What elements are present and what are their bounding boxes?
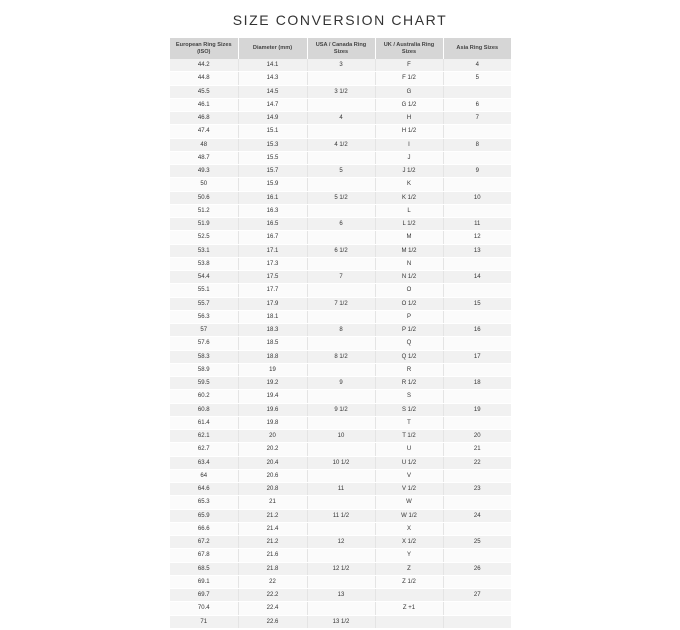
cell-uk-australia-size: P 1/2 [375, 324, 443, 337]
cell-usa-canada-size [307, 469, 375, 482]
cell-european-size: 55.7 [170, 297, 238, 310]
cell-diameter: 18.5 [238, 337, 307, 350]
cell-usa-canada-size: 4 1/2 [307, 138, 375, 151]
table-row [170, 271, 511, 284]
table-row [170, 363, 511, 376]
table-row [170, 218, 511, 231]
table-row [170, 231, 511, 244]
cell-asia-size [443, 363, 511, 376]
cell-asia-size: 5 [443, 72, 511, 85]
cell-diameter: 19.6 [238, 403, 307, 416]
cell-european-size: 53.1 [170, 244, 238, 257]
cell-usa-canada-size: 7 [307, 271, 375, 284]
table-row [170, 403, 511, 416]
cell-uk-australia-size: F 1/2 [375, 72, 443, 85]
cell-european-size: 47.4 [170, 125, 238, 138]
cell-diameter: 17.7 [238, 284, 307, 297]
cell-uk-australia-size: R 1/2 [375, 377, 443, 390]
table-row [170, 562, 511, 575]
cell-usa-canada-size [307, 416, 375, 429]
table-row [170, 456, 511, 469]
cell-diameter: 17.9 [238, 297, 307, 310]
table-row [170, 284, 511, 297]
cell-uk-australia-size: S 1/2 [375, 403, 443, 416]
cell-diameter: 22.4 [238, 602, 307, 615]
cell-usa-canada-size [307, 363, 375, 376]
cell-uk-australia-size: S [375, 390, 443, 403]
cell-uk-australia-size: J 1/2 [375, 165, 443, 178]
table-row [170, 324, 511, 337]
cell-usa-canada-size: 7 1/2 [307, 297, 375, 310]
cell-diameter: 14.7 [238, 98, 307, 111]
cell-usa-canada-size: 4 [307, 112, 375, 125]
table-row [170, 310, 511, 323]
cell-uk-australia-size: V 1/2 [375, 483, 443, 496]
cell-asia-size: 14 [443, 271, 511, 284]
cell-usa-canada-size [307, 390, 375, 403]
table-row [170, 204, 511, 217]
header-usa-canada-size: USA / Canada Ring Sizes [307, 38, 375, 59]
cell-usa-canada-size: 6 1/2 [307, 244, 375, 257]
cell-european-size: 70.4 [170, 602, 238, 615]
cell-uk-australia-size: O 1/2 [375, 297, 443, 310]
cell-diameter: 15.1 [238, 125, 307, 138]
header-uk-australia-size: UK / Australia Ring Sizes [375, 38, 443, 59]
cell-uk-australia-size: V [375, 469, 443, 482]
cell-european-size: 54.4 [170, 271, 238, 284]
cell-asia-size [443, 284, 511, 297]
cell-european-size: 57 [170, 324, 238, 337]
cell-european-size: 59.5 [170, 377, 238, 390]
cell-usa-canada-size [307, 151, 375, 164]
cell-usa-canada-size [307, 125, 375, 138]
cell-uk-australia-size: Y [375, 549, 443, 562]
cell-diameter: 15.3 [238, 138, 307, 151]
table-row [170, 138, 511, 151]
cell-asia-size [443, 178, 511, 191]
cell-diameter: 22 [238, 575, 307, 588]
cell-european-size: 50 [170, 178, 238, 191]
cell-uk-australia-size: M 1/2 [375, 244, 443, 257]
cell-usa-canada-size [307, 575, 375, 588]
cell-diameter: 16.1 [238, 191, 307, 204]
chart-title: SIZE CONVERSION CHART [232, 12, 448, 28]
cell-diameter: 17.5 [238, 271, 307, 284]
table-row [170, 575, 511, 588]
cell-diameter: 15.5 [238, 151, 307, 164]
table-row [170, 549, 511, 562]
cell-diameter: 14.1 [238, 59, 307, 72]
cell-usa-canada-size [307, 602, 375, 615]
cell-diameter: 15.9 [238, 178, 307, 191]
cell-uk-australia-size: Q [375, 337, 443, 350]
cell-european-size: 66.6 [170, 522, 238, 535]
cell-usa-canada-size [307, 178, 375, 191]
cell-european-size: 69.1 [170, 575, 238, 588]
cell-uk-australia-size: H [375, 112, 443, 125]
cell-diameter: 19 [238, 363, 307, 376]
cell-asia-size [443, 549, 511, 562]
table-row [170, 178, 511, 191]
cell-asia-size [443, 390, 511, 403]
cell-usa-canada-size: 5 1/2 [307, 191, 375, 204]
cell-european-size: 71 [170, 615, 238, 628]
cell-asia-size: 22 [443, 456, 511, 469]
cell-diameter: 18.8 [238, 350, 307, 363]
cell-uk-australia-size: H 1/2 [375, 125, 443, 138]
cell-usa-canada-size: 10 [307, 430, 375, 443]
cell-asia-size [443, 257, 511, 270]
cell-asia-size: 4 [443, 59, 511, 72]
cell-diameter: 16.7 [238, 231, 307, 244]
cell-usa-canada-size: 8 [307, 324, 375, 337]
cell-diameter: 14.3 [238, 72, 307, 85]
cell-uk-australia-size: L 1/2 [375, 218, 443, 231]
table-row [170, 390, 511, 403]
cell-asia-size: 11 [443, 218, 511, 231]
cell-uk-australia-size [375, 589, 443, 602]
cell-usa-canada-size [307, 522, 375, 535]
header-diameter: Diameter (mm) [238, 38, 307, 59]
cell-diameter: 22.2 [238, 589, 307, 602]
cell-diameter: 16.3 [238, 204, 307, 217]
cell-uk-australia-size: Q 1/2 [375, 350, 443, 363]
cell-diameter: 17.3 [238, 257, 307, 270]
table-row [170, 483, 511, 496]
table-row [170, 377, 511, 390]
cell-usa-canada-size [307, 72, 375, 85]
cell-asia-size: 23 [443, 483, 511, 496]
cell-asia-size: 17 [443, 350, 511, 363]
cell-uk-australia-size: Z [375, 562, 443, 575]
cell-diameter: 21.2 [238, 536, 307, 549]
cell-usa-canada-size: 10 1/2 [307, 456, 375, 469]
cell-uk-australia-size: N [375, 257, 443, 270]
cell-uk-australia-size: T [375, 416, 443, 429]
cell-european-size: 62.1 [170, 430, 238, 443]
cell-asia-size [443, 204, 511, 217]
table-row [170, 522, 511, 535]
cell-asia-size [443, 337, 511, 350]
cell-diameter: 20.2 [238, 443, 307, 456]
cell-european-size: 60.2 [170, 390, 238, 403]
cell-european-size: 64 [170, 469, 238, 482]
table-row [170, 257, 511, 270]
cell-european-size: 60.8 [170, 403, 238, 416]
cell-diameter: 19.2 [238, 377, 307, 390]
table-row [170, 125, 511, 138]
cell-asia-size: 13 [443, 244, 511, 257]
cell-asia-size: 26 [443, 562, 511, 575]
table-row [170, 85, 511, 98]
cell-european-size: 49.3 [170, 165, 238, 178]
table-row [170, 297, 511, 310]
cell-european-size: 67.8 [170, 549, 238, 562]
cell-usa-canada-size: 12 [307, 536, 375, 549]
cell-asia-size [443, 469, 511, 482]
cell-uk-australia-size: K 1/2 [375, 191, 443, 204]
cell-asia-size: 15 [443, 297, 511, 310]
cell-usa-canada-size: 13 [307, 589, 375, 602]
cell-asia-size [443, 151, 511, 164]
cell-uk-australia-size: T 1/2 [375, 430, 443, 443]
cell-usa-canada-size [307, 257, 375, 270]
cell-uk-australia-size: L [375, 204, 443, 217]
cell-european-size: 51.2 [170, 204, 238, 217]
cell-asia-size: 27 [443, 589, 511, 602]
cell-asia-size: 9 [443, 165, 511, 178]
cell-asia-size: 16 [443, 324, 511, 337]
cell-asia-size [443, 615, 511, 628]
cell-uk-australia-size [375, 615, 443, 628]
cell-usa-canada-size: 9 1/2 [307, 403, 375, 416]
cell-uk-australia-size: G [375, 85, 443, 98]
cell-usa-canada-size [307, 310, 375, 323]
cell-european-size: 48.7 [170, 151, 238, 164]
cell-european-size: 46.1 [170, 98, 238, 111]
cell-european-size: 57.6 [170, 337, 238, 350]
cell-asia-size [443, 125, 511, 138]
cell-european-size: 48 [170, 138, 238, 151]
cell-diameter: 20.4 [238, 456, 307, 469]
cell-asia-size: 10 [443, 191, 511, 204]
cell-usa-canada-size [307, 496, 375, 509]
cell-diameter: 20.8 [238, 483, 307, 496]
cell-usa-canada-size [307, 549, 375, 562]
cell-european-size: 50.6 [170, 191, 238, 204]
cell-diameter: 19.4 [238, 390, 307, 403]
cell-asia-size: 19 [443, 403, 511, 416]
cell-asia-size [443, 496, 511, 509]
table-row [170, 416, 511, 429]
cell-usa-canada-size: 11 1/2 [307, 509, 375, 522]
cell-asia-size: 20 [443, 430, 511, 443]
table-row [170, 536, 511, 549]
cell-diameter: 21.4 [238, 522, 307, 535]
cell-european-size: 46.8 [170, 112, 238, 125]
cell-diameter: 14.5 [238, 85, 307, 98]
table-row [170, 496, 511, 509]
cell-diameter: 16.5 [238, 218, 307, 231]
cell-european-size: 44.8 [170, 72, 238, 85]
cell-usa-canada-size: 3 1/2 [307, 85, 375, 98]
cell-diameter: 21.8 [238, 562, 307, 575]
cell-uk-australia-size: U [375, 443, 443, 456]
cell-usa-canada-size: 9 [307, 377, 375, 390]
cell-uk-australia-size: Z +1 [375, 602, 443, 615]
cell-asia-size: 8 [443, 138, 511, 151]
cell-asia-size: 18 [443, 377, 511, 390]
cell-usa-canada-size: 11 [307, 483, 375, 496]
cell-usa-canada-size [307, 204, 375, 217]
cell-european-size: 55.1 [170, 284, 238, 297]
cell-usa-canada-size: 5 [307, 165, 375, 178]
table-row [170, 589, 511, 602]
cell-uk-australia-size: F [375, 59, 443, 72]
cell-diameter: 21.6 [238, 549, 307, 562]
cell-uk-australia-size: K [375, 178, 443, 191]
header-european-size: European Ring Sizes (ISO) [170, 38, 238, 59]
table-row [170, 151, 511, 164]
cell-asia-size: 25 [443, 536, 511, 549]
cell-usa-canada-size: 3 [307, 59, 375, 72]
cell-diameter: 20 [238, 430, 307, 443]
cell-diameter: 17.1 [238, 244, 307, 257]
cell-asia-size [443, 416, 511, 429]
cell-usa-canada-size: 6 [307, 218, 375, 231]
cell-diameter: 18.1 [238, 310, 307, 323]
cell-asia-size [443, 575, 511, 588]
table-body [170, 59, 511, 628]
cell-asia-size [443, 602, 511, 615]
table-row [170, 165, 511, 178]
cell-diameter: 21.2 [238, 509, 307, 522]
table-row [170, 350, 511, 363]
cell-usa-canada-size: 8 1/2 [307, 350, 375, 363]
cell-uk-australia-size: M [375, 231, 443, 244]
cell-uk-australia-size: J [375, 151, 443, 164]
table-header-row [170, 38, 511, 59]
cell-usa-canada-size: 13 1/2 [307, 615, 375, 628]
cell-uk-australia-size: X 1/2 [375, 536, 443, 549]
table-row [170, 98, 511, 111]
size-conversion-table [170, 38, 511, 629]
cell-asia-size [443, 522, 511, 535]
cell-usa-canada-size [307, 337, 375, 350]
cell-european-size: 67.2 [170, 536, 238, 549]
cell-usa-canada-size [307, 231, 375, 244]
cell-european-size: 68.5 [170, 562, 238, 575]
cell-european-size: 58.3 [170, 350, 238, 363]
cell-uk-australia-size: W [375, 496, 443, 509]
cell-diameter: 20.6 [238, 469, 307, 482]
cell-diameter: 21 [238, 496, 307, 509]
cell-uk-australia-size: Z 1/2 [375, 575, 443, 588]
cell-european-size: 51.9 [170, 218, 238, 231]
table-row [170, 430, 511, 443]
cell-usa-canada-size: 12 1/2 [307, 562, 375, 575]
table-row [170, 72, 511, 85]
cell-european-size: 65.3 [170, 496, 238, 509]
cell-european-size: 65.9 [170, 509, 238, 522]
cell-asia-size: 24 [443, 509, 511, 522]
header-asia-size: Asia Ring Sizes [443, 38, 511, 59]
table-row [170, 337, 511, 350]
cell-asia-size: 12 [443, 231, 511, 244]
cell-european-size: 62.7 [170, 443, 238, 456]
table-row [170, 112, 511, 125]
cell-uk-australia-size: R [375, 363, 443, 376]
cell-european-size: 61.4 [170, 416, 238, 429]
table-row [170, 191, 511, 204]
cell-diameter: 18.3 [238, 324, 307, 337]
cell-uk-australia-size: P [375, 310, 443, 323]
cell-diameter: 15.7 [238, 165, 307, 178]
cell-uk-australia-size: N 1/2 [375, 271, 443, 284]
cell-usa-canada-size [307, 98, 375, 111]
cell-european-size: 58.9 [170, 363, 238, 376]
cell-uk-australia-size: U 1/2 [375, 456, 443, 469]
cell-european-size: 63.4 [170, 456, 238, 469]
cell-uk-australia-size: W 1/2 [375, 509, 443, 522]
cell-asia-size: 7 [443, 112, 511, 125]
cell-uk-australia-size: X [375, 522, 443, 535]
cell-diameter: 14.9 [238, 112, 307, 125]
cell-diameter: 22.6 [238, 615, 307, 628]
cell-european-size: 56.3 [170, 310, 238, 323]
cell-european-size: 69.7 [170, 589, 238, 602]
table-row [170, 602, 511, 615]
cell-asia-size: 6 [443, 98, 511, 111]
cell-asia-size [443, 85, 511, 98]
cell-european-size: 52.5 [170, 231, 238, 244]
table-row [170, 244, 511, 257]
cell-asia-size: 21 [443, 443, 511, 456]
table-row [170, 615, 511, 628]
cell-diameter: 19.8 [238, 416, 307, 429]
cell-uk-australia-size: I [375, 138, 443, 151]
cell-uk-australia-size: O [375, 284, 443, 297]
cell-european-size: 64.6 [170, 483, 238, 496]
table-row [170, 59, 511, 72]
table-row [170, 443, 511, 456]
cell-european-size: 44.2 [170, 59, 238, 72]
cell-usa-canada-size [307, 443, 375, 456]
table-row [170, 509, 511, 522]
cell-asia-size [443, 310, 511, 323]
cell-european-size: 53.8 [170, 257, 238, 270]
cell-uk-australia-size: G 1/2 [375, 98, 443, 111]
cell-usa-canada-size [307, 284, 375, 297]
table-row [170, 469, 511, 482]
cell-european-size: 45.5 [170, 85, 238, 98]
